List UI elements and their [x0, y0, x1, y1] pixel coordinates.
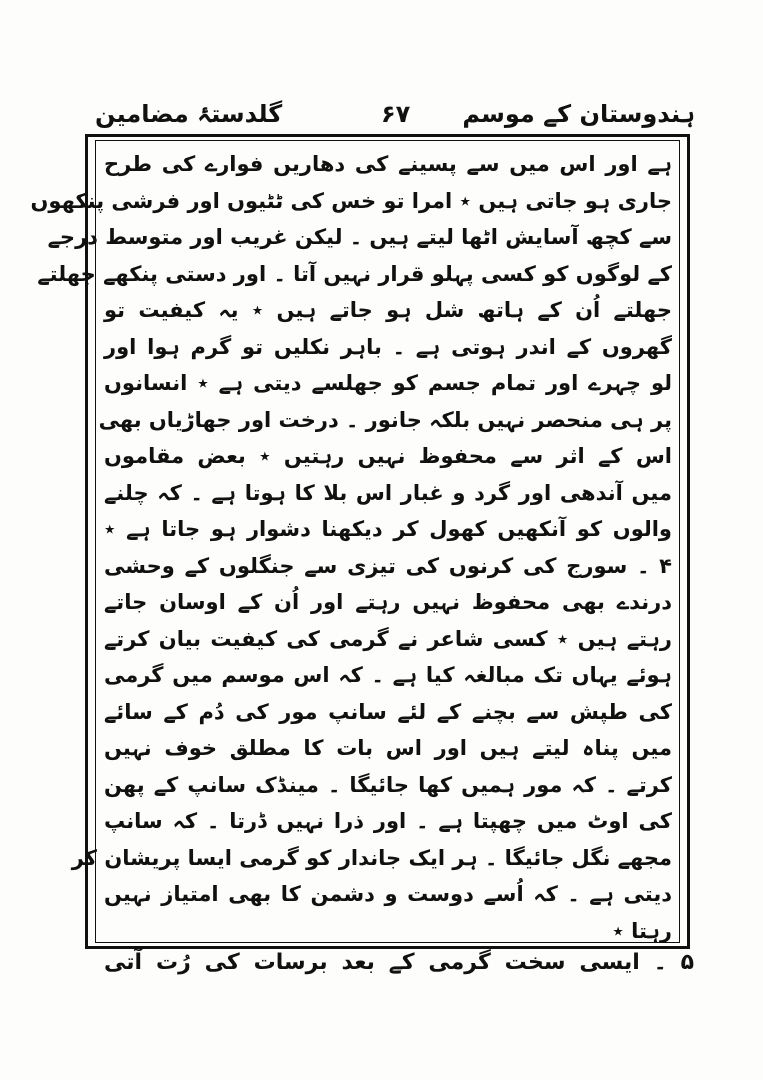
text-line: ۴ ۔ سورج کی کرنوں کی تیزی سے جنگلوں کے وحشی: [104, 553, 672, 578]
text-line: ہے اور اس میں سے پسینے کی دھاریں فوارے کی طرح: [104, 152, 672, 176]
text-line: کی طپش سے بچنے کے لئے سانپ مور کی دُم کے سائے: [104, 699, 672, 724]
text-line: والوں کو آنکھیں کھول کر دیکھنا دشوار ہو جاتا ہے ٭: [104, 517, 672, 541]
text-line: دیتی ہے ۔ کہ اُسے دوست و دشمن کا بھی امتیاز نہیں: [104, 882, 672, 906]
text-line: اس کے اثر سے محفوظ نہیں رہتیں ٭ بعض مقاموں: [104, 444, 672, 468]
page-number: ۶۷: [381, 100, 411, 128]
text-line: لو چہرے اور تمام جسم کو جھلسے دیتی ہے ٭ انسانوں: [104, 371, 672, 395]
text-line: سے کچھ آسایش اٹھا لیتے ہیں ۔ لیکن غریب اور متوسط درجے: [47, 225, 672, 249]
text-line: میں پناہ لیتے ہیں اور اس بات کا مطلق خوف نہیں: [104, 736, 672, 760]
text-line: کی اوٹ میں چھپتا ہے ۔ اور ذرا نہیں ڈرتا ۔ کہ سانپ: [104, 809, 672, 833]
book-title: گلدستۂ مضامین: [95, 100, 283, 128]
text-line: رہتا ٭: [612, 918, 672, 943]
text-line: جھلتے اُن کے ہاتھ شل ہو جاتے ہیں ٭ یہ کیفیت تو: [104, 298, 672, 322]
text-line: کرتے ۔ کہ مور ہمیں کھا جائیگا ۔ مینڈک سانپ کے پھن: [104, 772, 672, 797]
text-line: میں آندھی اور گرد و غبار اس بلا کا ہوتا ہے ۔ کہ چلنے: [104, 480, 672, 505]
text-line: ہوئے یہاں تک مبالغہ کیا ہے ۔ کہ اس موسم میں گرمی: [104, 663, 672, 687]
final-text-line: ۵ ۔ ایسی سخت گرمی کے بعد برسات کی رُت آتی: [104, 950, 694, 975]
text-line: کے لوگوں کو کسی پہلو قرار نہیں آتا ۔ اور دستی پنکھے جھلتے: [37, 261, 672, 286]
text-line: پر ہی منحصر نہیں بلکہ جانور ۔ درخت اور جھاڑیاں بھی: [98, 407, 672, 432]
text-line: گھروں کے اندر ہوتی ہے ۔ باہر نکلیں تو گرم ہوا اور: [104, 334, 672, 359]
text-line: رہتے ہیں ٭ کسی شاعر نے گرمی کی کیفیت بیان کرتے: [104, 626, 672, 651]
text-line: جاری ہو جاتی ہیں ٭ امرا تو خس کی ٹٹیوں اور فرشی پنکھوں: [30, 188, 672, 213]
page-header: [95, 100, 695, 136]
text-line: مجھے نگل جائیگا ۔ ہر ایک جاندار کو گرمی ایسا پریشان کر: [71, 845, 672, 870]
running-title: ہندوستان کے موسم: [462, 100, 695, 128]
text-line: درندے بھی محفوظ نہیں رہتے اور اُن کے اوسان جاتے: [104, 590, 672, 614]
body-text: [30, 146, 672, 943]
